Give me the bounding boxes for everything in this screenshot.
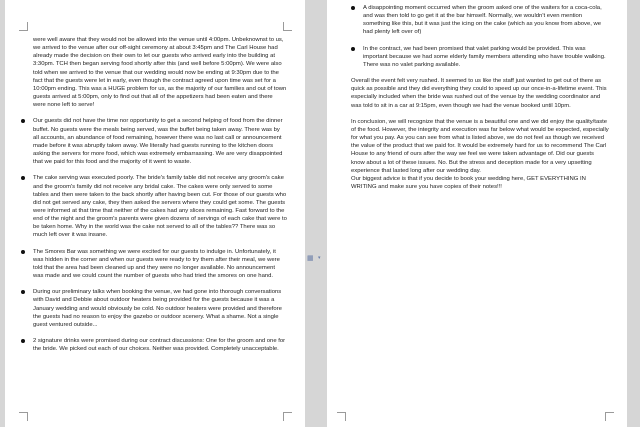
bullet-list-left bbox=[33, 117, 287, 353]
paragraph-conclusion[interactable]: In conclusion, we will recognize that the venue is a beautiful one and we did enjoy the quality/taste of the food. However, the integrity and execution was far below what would be expected, especially for what you pay. As you can see from what is listed above, we do not feel as though we received the value of the product that we paid for. It would be extremely hard for us to recommend The Carl House to any friend of ours after the way we feel we were taken advantage of. Did our guests know about a lot of these issues. No. But the stress and deception made for a very upsetting experience that lasted long after our wedding day. bbox=[351, 118, 609, 174]
paragraph-advice[interactable]: Our biggest advice is that if you decide to book your wedding here, GET EVERYTHING IN WRITING and make sure you have copies of their notes!!! bbox=[351, 175, 586, 190]
bullet-item-smores[interactable]: The Smores Bar was something we were excited for our guests to indulge in. Unfortunately, it was hidden in the corner and when our guests were ready to try them after their meal, we were told that the area had been cleaned up and they were no longer available. No announcement was made and we could count the number of guests who had tried the smores on one hand. bbox=[33, 248, 287, 281]
bullet-item-coca-cola[interactable]: A disappointing moment occurred when the groom asked one of the waiters for a coca-cola, and was then told to go get it at the bar himself. Normally, we wouldn't even mention something like this, but it was just the icing on the cake (which as you know from above, we had plenty left over of) bbox=[363, 4, 609, 37]
crop-mark bbox=[283, 412, 292, 421]
bullet-item-heaters[interactable]: During our preliminary talks when booking the venue, we had gone into thorough conversations with David and Debbie about outdoor heaters being provided for the guests because it was a January wedding and would obviously be cold. No outdoor heaters were provided and therefore the guests had no reason to enjoy the gazebo or outdoor scenery. What a shame. Not a single guest ventured outside... bbox=[33, 288, 287, 329]
document-page-left bbox=[5, 0, 305, 427]
crop-mark bbox=[19, 22, 28, 31]
bullet-list-right bbox=[351, 4, 609, 69]
bullet-item-drinks[interactable]: 2 signature drinks were promised during our contract discussions: One for the groom and one for the bride. We picked out each of our choices. Neither was provided. Completely unacceptable. bbox=[33, 338, 286, 353]
intro-paragraph[interactable]: were well aware that they would not be allowed into the venue until 4:00pm. Unbeknownst to us, we arrived to the venue after our off-sight ceremony at about 3:45pm and The Carl House had already made the decision on their own to let our guests who arrived early into the building at 3:30pm. TCH then began serving food shortly after this (and well before 5:00pm). We were also told when we arrived to the venue that our wedding would now be ending at 9:30pm due to the fact that the guests were let in early, even though the contract agreed upon time was set for a 10:00pm ending. This was a HUGE problem for us, as the majority of our families and out of town guests arrived at 5:00pm, only to find out that all of the appetizers had been eaten and there were none left to serve! bbox=[33, 37, 287, 109]
document-page-right bbox=[327, 0, 627, 427]
crop-mark bbox=[283, 22, 292, 31]
paragraph-rushed[interactable]: Overall the event felt very rushed. It seemed to us like the staff just wanted to get out of there as quick as possible and they did everything they could to speed up our once-in-a-lifetime event. This especially included when the bride was rushed out of the venue by the wedding coordinator and was told to sit in a car at 9:15pm, even though we had the venue booked until 10pm. bbox=[351, 78, 607, 109]
paste-options-icon[interactable]: ▦ bbox=[307, 255, 314, 262]
bullet-item-valet[interactable]: In the contract, we had been promised that valet parking would be provided. This was important because we had some elderly family members attending who have trouble walking. There was no valet parking available. bbox=[363, 45, 609, 69]
chevron-down-icon[interactable]: ▾ bbox=[318, 255, 321, 261]
bullet-item-cake[interactable]: The cake serving was executed poorly. The bride's family table did not receive any groom's cake and the groom's family did not receive any bridal cake. The cakes were only served to some tables and then were taken to the back shortly after having been cut. For those of our guests who did not get served any cake, they then asked the servers where they could get some. The guests were informed at that time that neither of the cakes had any slices remaining. Fast forward to the end of the night and the groom's parents were given dozens of servings of each cake that were to be taken home. Why in the world was the cake not served to all of the tables?? There was so much left over it was insane. bbox=[33, 175, 287, 239]
bullet-item-food[interactable]: Our guests did not have the time nor opportunity to get a second helping of food from the dinner buffet. No guests were the meals being served, was the buffet being taken away. There was by all accounts, an abundance of food remaining, however there was no last call or announcement made before it was abruptly taken away. We literally had guests running to the kitchen doors asking the servers for more food, which was extremely embarrassing. We are very disappointed that we paid for this food and the majority of it went to waste. bbox=[33, 117, 287, 166]
crop-mark bbox=[337, 412, 346, 421]
crop-mark bbox=[605, 412, 614, 421]
crop-mark bbox=[19, 412, 28, 421]
